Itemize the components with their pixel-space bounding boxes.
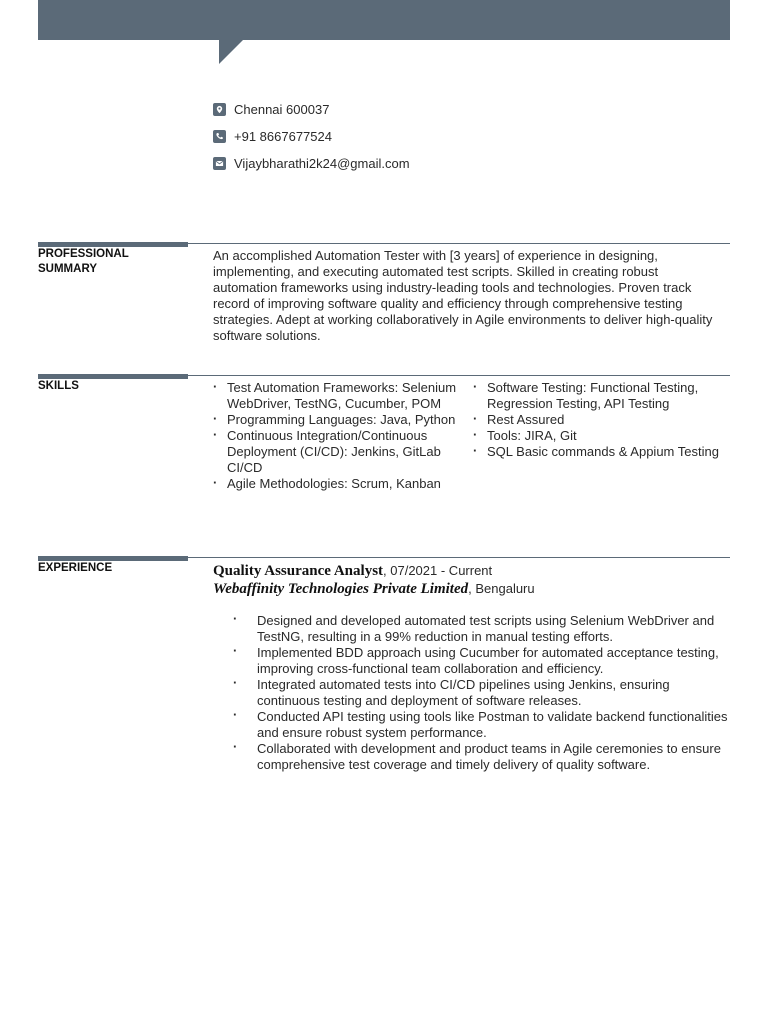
skills-right-column <box>473 380 730 460</box>
company-city: , Bengaluru <box>468 581 535 596</box>
email-text: Vijaybharathi2k24@gmail.com <box>234 156 410 171</box>
summary-divider <box>188 243 730 244</box>
contact-phone <box>213 123 410 150</box>
skills-right-list <box>473 380 730 460</box>
experience-bullet: · Collaborated with development and product teams in Agile ceremonies to ensure comprehensive test coverage and timely delivery of quality software. <box>233 741 728 773</box>
skills-section-label: SKILLS <box>38 374 188 394</box>
skill-item: · Continuous Integration/Continuous Deployment (CI/CD): Jenkins, GitLab CI/CD <box>213 428 458 476</box>
contact-block <box>213 96 410 177</box>
job-dates: , 07/2021 - Current <box>383 563 493 578</box>
experience-bullets <box>233 613 728 773</box>
location-pin-icon <box>213 103 226 116</box>
phone-text: +91 8667677524 <box>234 129 332 144</box>
skill-item: · Tools: JIRA, Git <box>473 428 730 444</box>
contact-email <box>213 150 410 177</box>
header-band <box>38 0 730 40</box>
skills-left-list <box>213 380 458 492</box>
company-name: Webaffinity Technologies Private Limited <box>213 581 469 597</box>
skill-item: · Agile Methodologies: Scrum, Kanban <box>213 476 458 492</box>
skill-item: · Test Automation Frameworks: Selenium WebDriver, TestNG, Cucumber, POM <box>213 380 458 412</box>
skill-item: · Programming Languages: Java, Python <box>213 412 458 428</box>
company-line <box>213 581 535 598</box>
skill-item: · SQL Basic commands & Appium Testing <box>473 444 730 460</box>
job-title: Quality Assurance Analyst <box>213 563 384 579</box>
contact-location <box>213 96 410 123</box>
location-text: Chennai 600037 <box>234 102 330 117</box>
experience-bullet: · Conducted API testing using tools like Postman to validate backend functionalities and ensure robust system performance. <box>233 709 728 741</box>
experience-bullet: · Integrated automated tests into CI/CD pipelines using Jenkins, ensuring continuous testing and deployment of software releases. <box>233 677 728 709</box>
experience-bullet: · Designed and developed automated test scripts using Selenium WebDriver and TestNG, resulting in a 99% reduction in manual testing efforts. <box>233 613 728 645</box>
skill-item: · Rest Assured <box>473 412 730 428</box>
email-icon <box>213 157 226 170</box>
experience-bullet: · Implemented BDD approach using Cucumber for automated acceptance testing, improving cross-functional team collaboration and efficiency. <box>233 645 728 677</box>
header-pointer <box>219 40 243 64</box>
experience-divider <box>188 557 730 558</box>
skills-left-column <box>213 380 458 492</box>
phone-icon <box>213 130 226 143</box>
skill-item: · Software Testing: Functional Testing, Regression Testing, API Testing <box>473 380 730 412</box>
summary-section-label: PROFESSIONAL SUMMARY <box>38 242 188 277</box>
experience-section-label: EXPERIENCE <box>38 556 188 576</box>
skills-divider <box>188 375 730 376</box>
job-title-line <box>213 563 492 580</box>
summary-text: An accomplished Automation Tester with [3 years] of experience in designing, implementing, and executing automated test scripts. Skilled in creating robust automation frameworks using industry-leading tools and technologies. Proven track record of improving software quality and efficiency through comprehensive testing strategies. Adept at working collaboratively in Agile environments to deliver high-quality software solutions. <box>213 248 713 343</box>
